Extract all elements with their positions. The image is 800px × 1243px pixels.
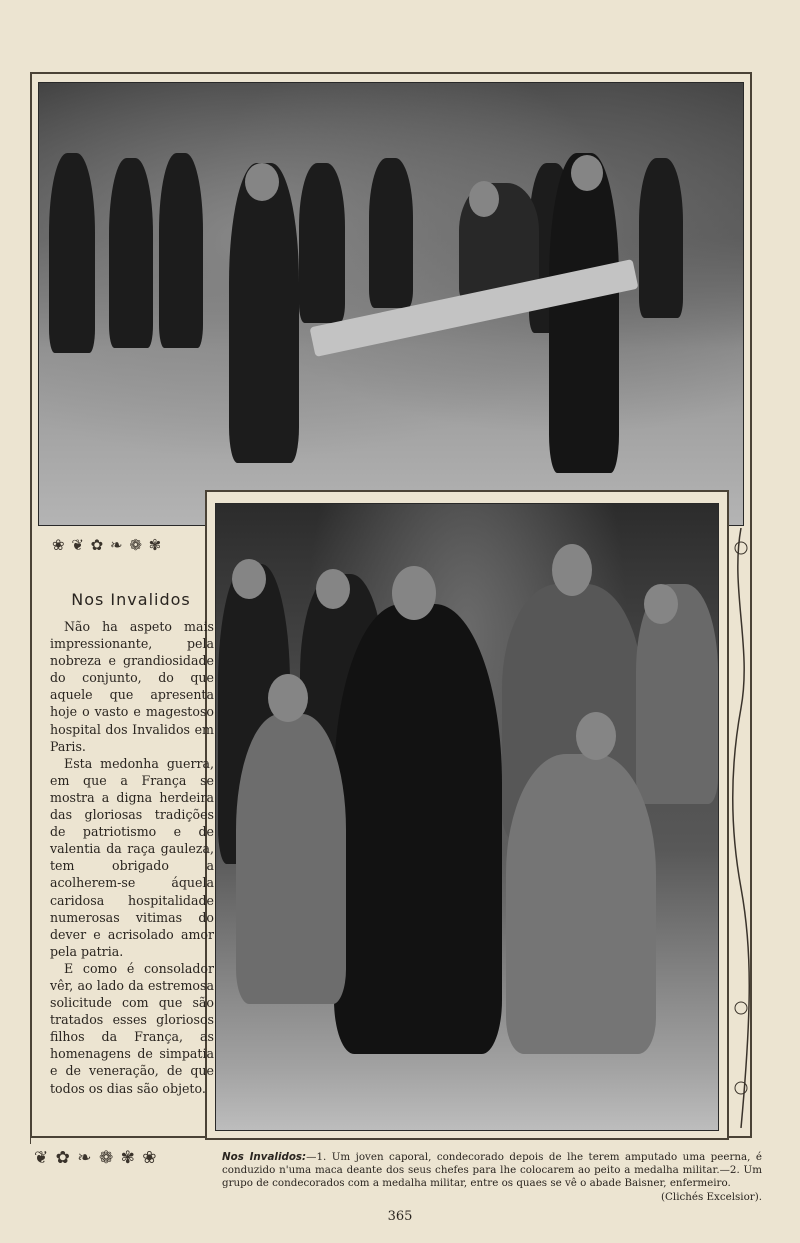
column-rule — [30, 544, 31, 1144]
photo-caption — [222, 1151, 762, 1204]
article-paragraph: Não ha aspeto mais impressionante, pela nobreza e grandiosidade do conjunto, do que aquele que apresenta hoje o vasto e magestoso hospital dos Invalidos em Paris. — [50, 619, 214, 754]
article-body — [50, 618, 214, 1097]
photo-credit: (Clichés Excelsior). — [661, 1190, 762, 1203]
article-column — [26, 534, 214, 1150]
vine-ornament-top: ❀ ❦ ✿ ❧ ❁ ✾ — [52, 536, 163, 554]
caption-lead: Nos Invalidos: — [222, 1151, 307, 1163]
page-number: 365 — [387, 1209, 413, 1224]
article-paragraph: Esta medonha guerra, em que a França se mostra a digna herdeira das gloriosas tradições de patriotismo e de valentia da raça gauleza, tem obrigado a acolherem-se áquela caridosa hospitalidade numerosas vitimas do dever e acrisolado amor pela patria. — [50, 755, 214, 959]
vine-ornament-bottom: ❦ ✿ ❧ ❁ ✾ ❀ — [34, 1148, 158, 1168]
article-title: Nos Invalidos — [71, 590, 191, 609]
photo-stretcher — [38, 82, 744, 526]
photo-decorated-group — [215, 503, 719, 1131]
right-vine-ornament — [728, 528, 754, 1128]
article-paragraph: E como é consolador vêr, ao lado da estremosa solicitude com que são tratados esses gloriosos filhos da França, as homenagens de simpatia e de veneração, de que todos os dias são objeto. — [50, 960, 214, 1096]
caption-text: —1. Um joven caporal, condecorado depois de lhe terem amputado uma peerna, é conduzido n'uma maca deante dos seus chefes para lhe colocarem ao peito a medalha militar.—2. Um grupo de condecorados com a medalha militar, entre os quaes se vê o abade Baisner, enfermeiro. — [222, 1151, 762, 1190]
